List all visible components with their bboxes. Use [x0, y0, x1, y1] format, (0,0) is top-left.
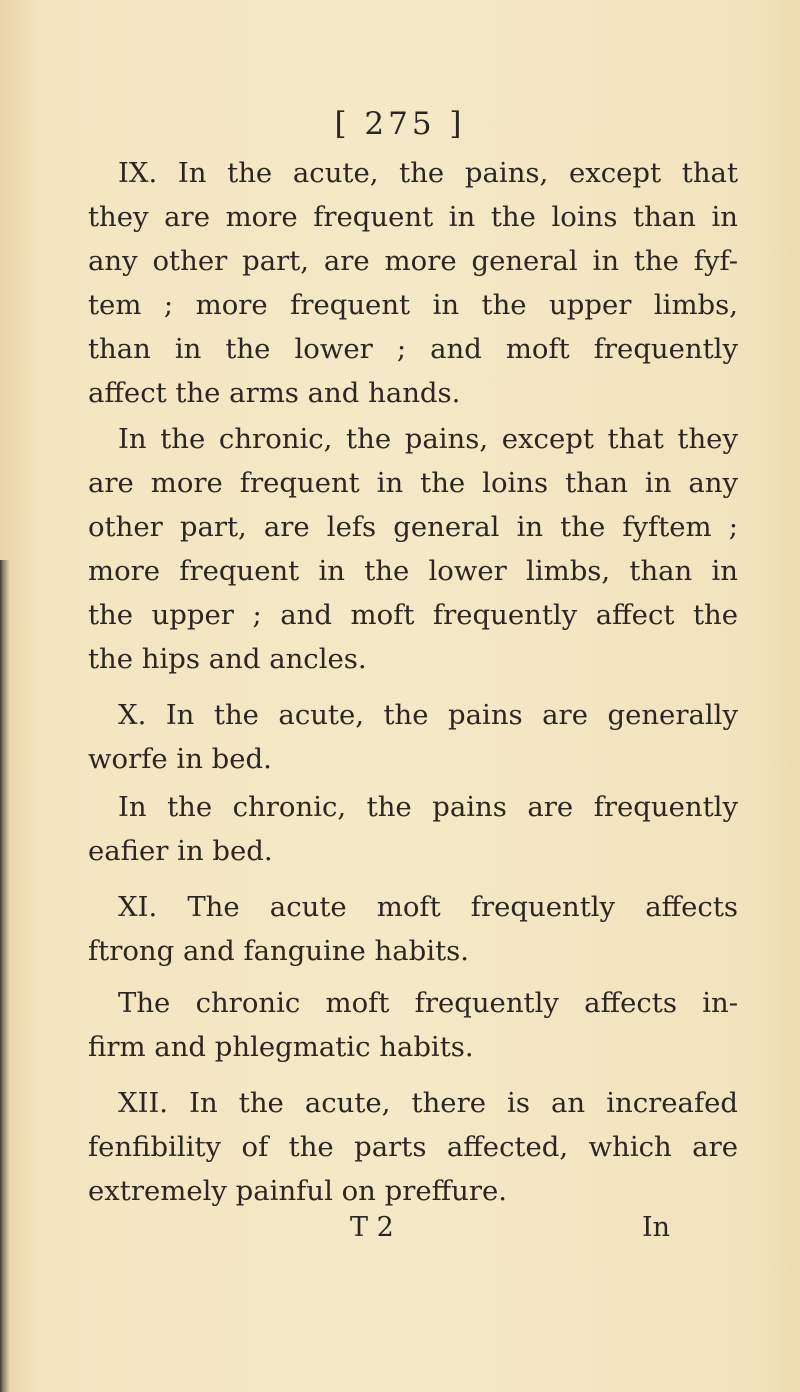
- text-line: than in the lower ; and moft frequently: [88, 333, 738, 365]
- text-line: worfe in bed.: [88, 743, 272, 775]
- text-line: the upper ; and moft frequently affect the: [88, 599, 738, 631]
- text-line: they are more frequent in the loins than in: [88, 201, 738, 233]
- text-line: In the chronic, the pains are frequently: [118, 791, 738, 823]
- signature-mark: T 2: [350, 1212, 394, 1243]
- page-edge-shadow: [0, 560, 10, 1392]
- text-line: any other part, are more general in the fyf-: [88, 245, 738, 277]
- page-number: [ 275 ]: [334, 106, 466, 142]
- text-line: eafier in bed.: [88, 835, 273, 867]
- text-line: tem ; more frequent in the upper limbs,: [88, 289, 738, 321]
- text-line: firm and phlegmatic habits.: [88, 1031, 474, 1063]
- text-line: XI. The acute moft frequently affects: [118, 891, 738, 923]
- text-line: extremely painful on preffure.: [88, 1175, 508, 1207]
- text-line: XII. In the acute, there is an increafed: [118, 1087, 738, 1119]
- text-line: are more frequent in the loins than in any: [88, 467, 738, 499]
- text-line: ftrong and fanguine habits.: [88, 935, 469, 967]
- text-line: more frequent in the lower limbs, than in: [88, 555, 738, 587]
- text-line: IX. In the acute, the pains, except that: [118, 157, 738, 189]
- text-line: the hips and ancles.: [88, 643, 367, 675]
- text-line: fenfibility of the parts affected, which are: [88, 1131, 738, 1163]
- text-line: other part, are lefs general in the fyftem ;: [88, 511, 738, 543]
- text-line: In the chronic, the pains, except that they: [118, 423, 738, 455]
- text-line: affect the arms and hands.: [88, 377, 461, 409]
- text-line: The chronic moft frequently affects in-: [118, 987, 738, 1019]
- catchword: In: [642, 1212, 671, 1243]
- text-line: X. In the acute, the pains are generally: [118, 699, 738, 731]
